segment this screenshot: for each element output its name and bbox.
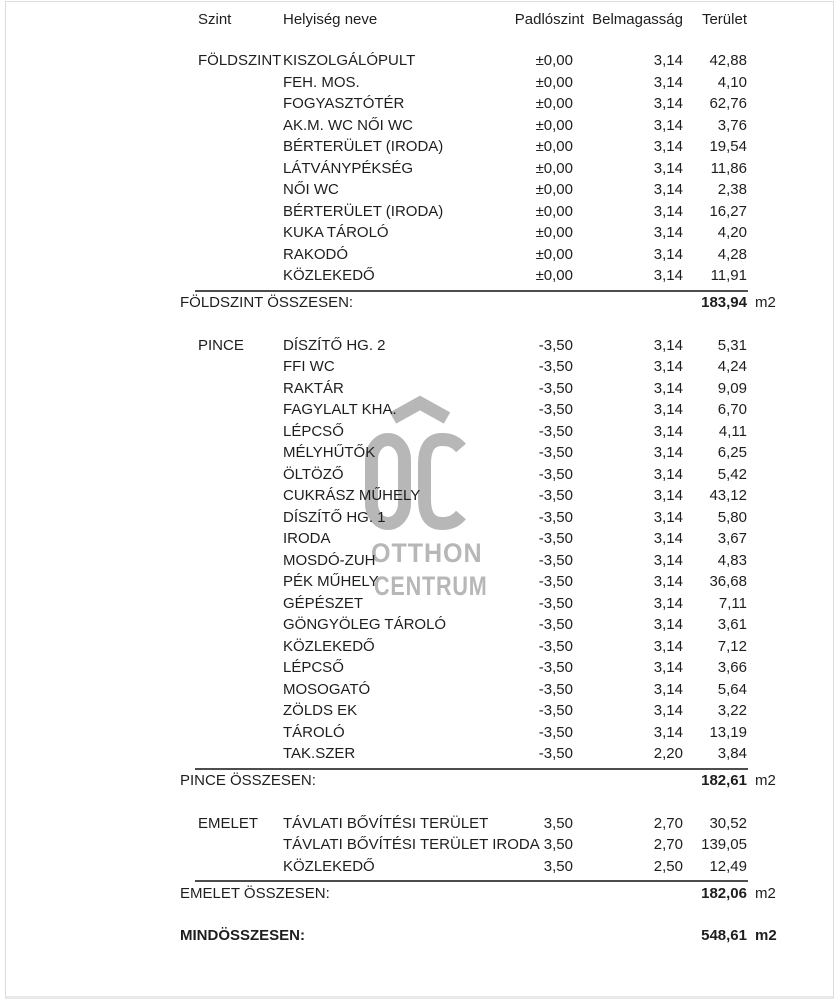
table-row [180, 657, 790, 679]
row-name: LÉPCSŐ [283, 659, 344, 677]
grand-total-label: MINDÖSSZESEN: [180, 926, 306, 944]
row-height: 3,14 [653, 52, 683, 70]
table-row [180, 265, 790, 287]
table-row [180, 179, 790, 201]
row-name: ÖLTÖZŐ [283, 465, 344, 483]
table-row [180, 636, 790, 658]
table-row [180, 593, 790, 615]
row-name: DÍSZÍTŐ HG. 2 [283, 336, 386, 354]
row-name: CUKRÁSZ MŰHELY [283, 487, 421, 505]
row-height: 3,14 [653, 508, 683, 526]
row-szint: EMELET [198, 814, 259, 832]
table-section [180, 813, 790, 905]
section-summary-row [180, 882, 790, 904]
row-floor: ±0,00 [535, 159, 573, 177]
row-floor: ±0,00 [535, 95, 573, 113]
row-height: 3,14 [653, 73, 683, 91]
table-row [180, 201, 790, 223]
summary-label: EMELET ÖSSZESEN: [180, 884, 330, 902]
row-area: 3,84 [717, 745, 747, 763]
row-name: LÉPCSŐ [283, 422, 344, 440]
table-row [180, 614, 790, 636]
table-row [180, 700, 790, 722]
row-name: MÉLYHŰTŐK [283, 444, 376, 462]
row-area: 3,22 [717, 702, 747, 720]
row-height: 3,14 [653, 551, 683, 569]
row-area: 4,24 [717, 358, 747, 376]
row-height: 3,14 [653, 465, 683, 483]
watermark-centrum-text: CENTRUM [374, 571, 488, 601]
row-height: 3,14 [653, 358, 683, 376]
row-height: 3,14 [653, 245, 683, 263]
row-area: 7,12 [717, 637, 747, 655]
row-height: 3,14 [653, 616, 683, 634]
row-name: NŐI WC [283, 181, 339, 199]
row-area: 11,91 [710, 267, 747, 285]
table-row [180, 50, 790, 72]
row-height: 3,14 [653, 723, 683, 741]
row-area: 3,66 [717, 659, 747, 677]
row-floor: -3,50 [538, 551, 573, 569]
section-summary-row [180, 292, 790, 314]
row-floor: ±0,00 [535, 52, 573, 70]
row-area: 16,27 [709, 202, 747, 220]
summary-label: PINCE ÖSSZESEN: [180, 772, 316, 789]
row-name: TÁVLATI BŐVÍTÉSI TERÜLET [283, 814, 489, 832]
row-height: 3,14 [653, 181, 683, 199]
header-helyiseg-neve: Helyiség neve [283, 10, 378, 28]
row-floor: -3,50 [538, 444, 573, 462]
row-floor: ±0,00 [535, 267, 573, 285]
row-floor: -3,50 [538, 401, 573, 419]
table-row [180, 158, 790, 180]
row-floor: -3,50 [538, 637, 573, 655]
row-height: 3,14 [653, 594, 683, 612]
row-height: 3,14 [653, 138, 683, 156]
table-header-row [180, 8, 790, 30]
row-name: PÉK MŰHELY [283, 573, 379, 591]
row-name: AK.M. WC NŐI WC [283, 116, 413, 134]
row-name: RAKODÓ [283, 245, 349, 263]
table-row [180, 136, 790, 158]
row-height: 2,70 [653, 814, 683, 832]
row-name: FOGYASZTÓTÉR [283, 95, 405, 113]
row-floor: -3,50 [538, 358, 573, 376]
row-name: KÖZLEKEDŐ [283, 637, 375, 655]
table-row [180, 115, 790, 137]
row-height: 2,20 [653, 745, 683, 763]
table-row [180, 856, 790, 878]
row-name: BÉRTERÜLET (IRODA) [283, 202, 444, 220]
row-height: 3,14 [653, 637, 683, 655]
table-section [180, 335, 790, 792]
row-area: 3,61 [717, 616, 747, 634]
row-floor: ±0,00 [535, 138, 573, 156]
table-row [180, 485, 790, 507]
row-floor: -3,50 [538, 723, 573, 741]
row-area: 4,11 [718, 422, 747, 440]
row-height: 3,14 [653, 422, 683, 440]
summary-value: 183,94 [701, 294, 747, 311]
row-name: BÉRTERÜLET (IRODA) [283, 138, 444, 156]
watermark-otthon-text: OTTHON [371, 538, 483, 568]
row-floor: -3,50 [538, 616, 573, 634]
section-summary-row [180, 770, 790, 792]
row-name: LÁTVÁNYPÉKSÉG [283, 159, 414, 177]
table-section [180, 50, 790, 314]
table-row [180, 571, 790, 593]
summary-unit: m2 [755, 294, 776, 311]
row-height: 3,14 [653, 659, 683, 677]
row-floor: 3,50 [543, 857, 573, 875]
table-row [180, 507, 790, 529]
row-height: 3,14 [653, 702, 683, 720]
row-name: ZÖLDS EK [283, 702, 358, 720]
table-row [180, 813, 790, 835]
row-height: 3,14 [653, 116, 683, 134]
table-row [180, 743, 790, 765]
row-floor: -3,50 [538, 336, 573, 354]
row-name: KÖZLEKEDŐ [283, 267, 375, 285]
table-body [180, 50, 790, 904]
row-area: 5,31 [717, 336, 747, 354]
row-floor: -3,50 [538, 465, 573, 483]
row-area: 5,80 [717, 508, 747, 526]
row-szint: FÖLDSZINT [198, 52, 282, 70]
row-height: 3,14 [653, 336, 683, 354]
row-height: 3,14 [653, 573, 683, 591]
row-area: 7,11 [718, 594, 747, 612]
row-height: 3,14 [653, 487, 683, 505]
row-area: 2,38 [717, 181, 747, 199]
row-name: FFI WC [283, 358, 335, 376]
table-row [180, 93, 790, 115]
summary-value: 182,06 [701, 884, 747, 902]
row-area: 13,19 [709, 723, 747, 741]
summary-label: FÖLDSZINT ÖSSZESEN: [180, 294, 354, 311]
row-area: 6,70 [717, 401, 747, 419]
row-name: TÁVLATI BŐVÍTÉSI TERÜLET IRODA [283, 836, 540, 854]
table-row [180, 421, 790, 443]
table-row [180, 722, 790, 744]
table-row [180, 222, 790, 244]
header-terulet: Terület [701, 10, 747, 28]
row-area: 3,67 [717, 530, 747, 548]
row-area: 36,68 [709, 573, 747, 591]
summary-unit: m2 [755, 884, 776, 902]
table-row [180, 464, 790, 486]
row-floor: -3,50 [538, 530, 573, 548]
row-area: 19,54 [709, 138, 747, 156]
row-name: KÖZLEKEDŐ [283, 857, 375, 875]
row-floor: -3,50 [538, 573, 573, 591]
table-row [180, 528, 790, 550]
row-height: 3,14 [653, 379, 683, 397]
row-area: 4,10 [717, 73, 747, 91]
row-floor: -3,50 [538, 702, 573, 720]
summary-value: 182,61 [701, 772, 747, 789]
table-row [180, 399, 790, 421]
row-height: 3,14 [653, 224, 683, 242]
area-table [180, 0, 790, 946]
section-rows [180, 813, 790, 878]
row-name: FEH. MOS. [283, 73, 360, 91]
table-row [180, 378, 790, 400]
row-floor: -3,50 [538, 487, 573, 505]
row-floor: -3,50 [538, 659, 573, 677]
row-area: 5,42 [717, 465, 747, 483]
table-row [180, 442, 790, 464]
table-row [180, 834, 790, 856]
row-name: MOSOGATÓ [283, 680, 371, 698]
row-area: 42,88 [709, 52, 747, 70]
row-floor: ±0,00 [535, 245, 573, 263]
table-row [180, 679, 790, 701]
header-szint: Szint [198, 10, 232, 28]
table-row [180, 550, 790, 572]
row-area: 11,86 [710, 159, 747, 177]
row-height: 3,14 [653, 202, 683, 220]
row-area: 139,05 [701, 836, 747, 854]
grand-total-row [180, 924, 790, 946]
row-name: KISZOLGÁLÓPULT [283, 52, 416, 70]
row-area: 6,25 [717, 444, 747, 462]
row-height: 3,14 [653, 95, 683, 113]
row-height: 2,70 [653, 836, 683, 854]
row-area: 9,09 [717, 379, 747, 397]
grand-total-unit: m2 [755, 926, 777, 944]
section-rows [180, 335, 790, 765]
row-floor: ±0,00 [535, 181, 573, 199]
header-belmagassag: Belmagasság [592, 10, 683, 28]
summary-unit: m2 [755, 772, 776, 789]
row-floor: -3,50 [538, 508, 573, 526]
row-height: 2,50 [653, 857, 683, 875]
row-name: MOSDÓ-ZUH [283, 551, 376, 569]
row-height: 3,14 [653, 267, 683, 285]
header-padloszint: Padlószint [514, 10, 584, 28]
row-floor: ±0,00 [535, 116, 573, 134]
row-area: 4,83 [717, 551, 747, 569]
row-area: 43,12 [709, 487, 747, 505]
row-name: TÁROLÓ [283, 723, 345, 741]
row-area: 5,64 [717, 680, 747, 698]
row-name: GÉPÉSZET [283, 594, 364, 612]
row-name: TAK.SZER [283, 745, 356, 763]
row-name: GÖNGYÖLEG TÁROLÓ [283, 616, 447, 634]
row-floor: -3,50 [538, 379, 573, 397]
row-floor: ±0,00 [535, 202, 573, 220]
row-height: 3,14 [653, 530, 683, 548]
row-floor: 3,50 [543, 814, 573, 832]
table-row [180, 72, 790, 94]
row-floor: -3,50 [538, 745, 573, 763]
row-floor: -3,50 [538, 422, 573, 440]
section-rows [180, 50, 790, 287]
row-area: 12,49 [709, 857, 747, 875]
row-floor: -3,50 [538, 594, 573, 612]
grand-total-value: 548,61 [701, 926, 747, 944]
row-area: 3,76 [717, 116, 747, 134]
row-height: 3,14 [653, 159, 683, 177]
row-floor: 3,50 [543, 836, 573, 854]
row-area: 4,20 [717, 224, 747, 242]
row-area: 62,76 [709, 95, 747, 113]
row-height: 3,14 [653, 680, 683, 698]
table-row [180, 244, 790, 266]
row-height: 3,14 [653, 401, 683, 419]
row-area: 4,28 [717, 245, 747, 263]
row-height: 3,14 [653, 444, 683, 462]
row-name: KUKA TÁROLÓ [283, 224, 389, 242]
row-floor: ±0,00 [535, 224, 573, 242]
row-name: DÍSZÍTŐ HG. 1 [283, 508, 386, 526]
row-floor: ±0,00 [535, 73, 573, 91]
table-row [180, 356, 790, 378]
row-name: FAGYLALT KHA. [283, 401, 397, 419]
row-szint: PINCE [198, 336, 244, 354]
row-area: 30,52 [709, 814, 747, 832]
table-row [180, 335, 790, 357]
row-name: RAKTÁR [283, 379, 344, 397]
row-name: IRODA [283, 530, 331, 548]
row-floor: -3,50 [538, 680, 573, 698]
